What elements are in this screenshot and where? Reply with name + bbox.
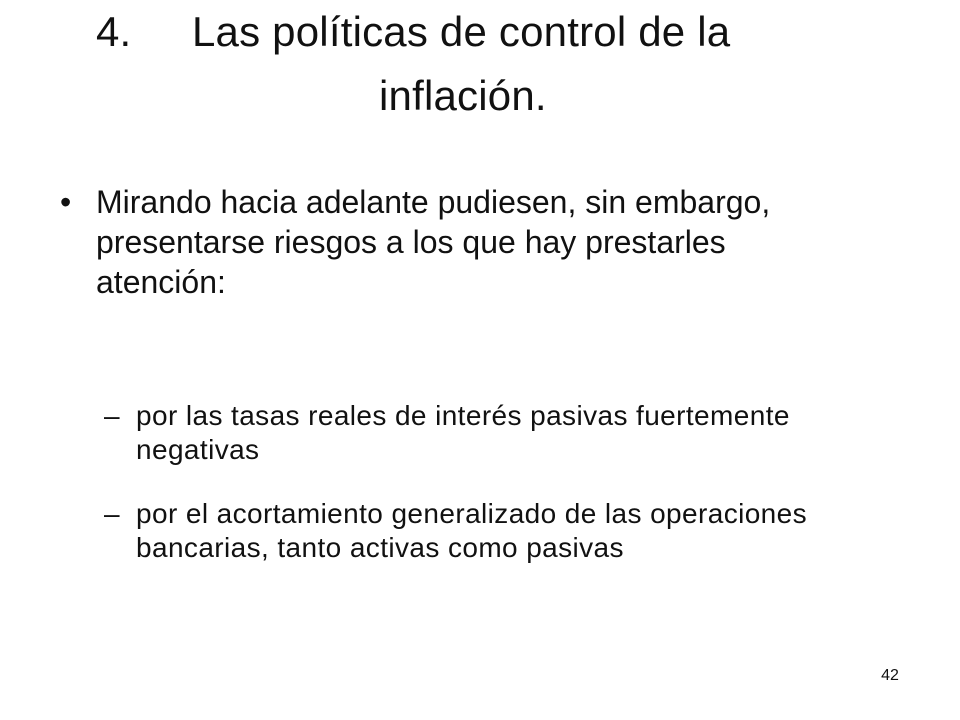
sub-bullet-text: por las tasas reales de interés pasivas fuertemente negativas: [136, 400, 790, 465]
page-number: 42: [881, 667, 899, 684]
sub-bullet-marker: –: [104, 498, 120, 529]
bullet-marker: •: [60, 184, 72, 220]
title-text-line-2: inflación.: [379, 72, 547, 119]
sub-bullet-marker: –: [104, 400, 120, 431]
title-text-line-1: Las políticas de control de la: [192, 8, 731, 55]
sub-bullet-text: por el acortamiento generalizado de las operaciones bancarias, tanto activas como pasivas: [136, 498, 808, 563]
title-line-1: [96, 4, 730, 60]
section-number: 4.: [96, 8, 132, 55]
bullet-text: Mirando hacia adelante pudiesen, sin embargo, presentarse riesgos a los que hay prestarles atención:: [96, 184, 771, 300]
